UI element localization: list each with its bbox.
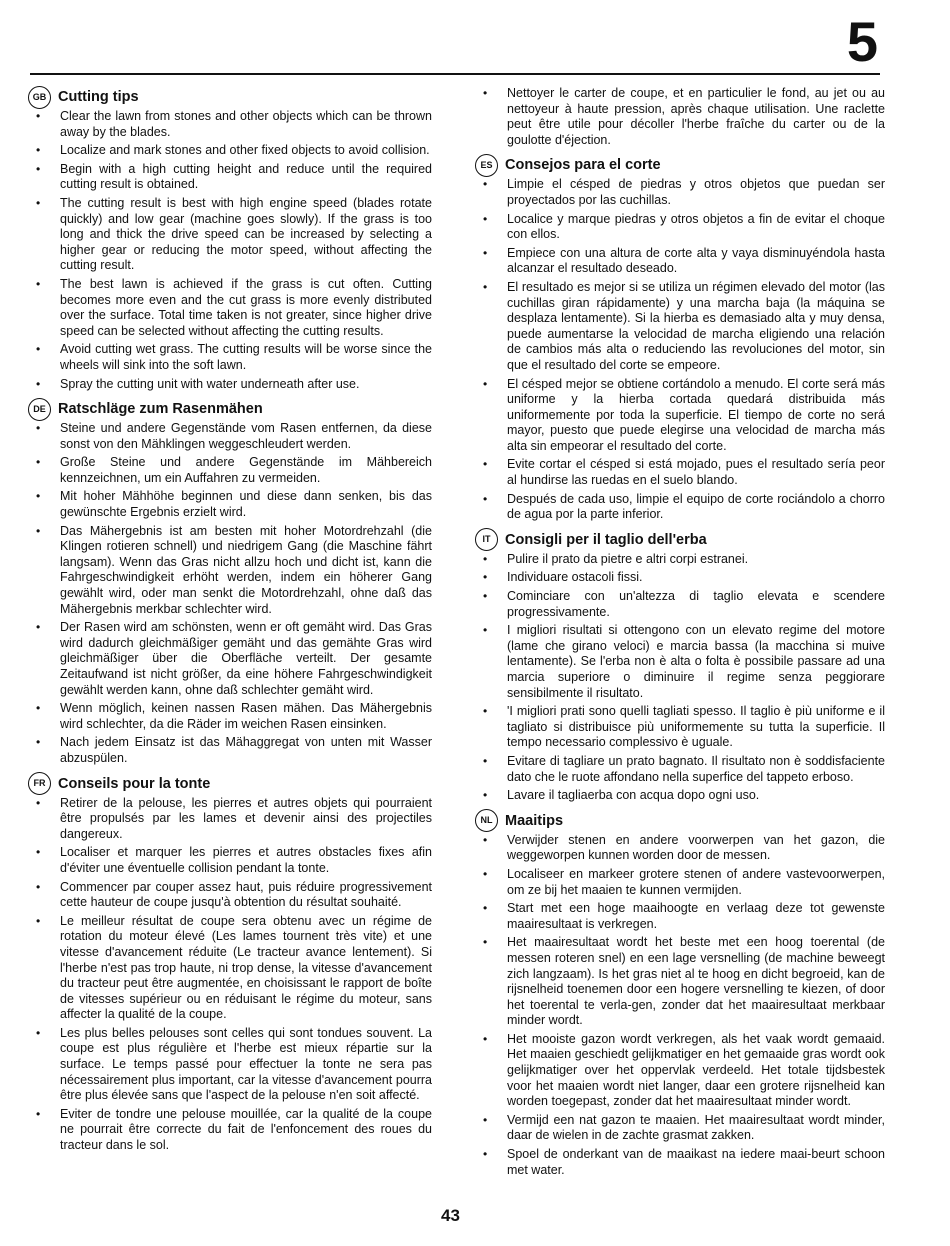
- tip-item: • El césped mejor se obtiene cortándolo a menudo. El corte será más uniforme y la hierba cortada quedará distribuida más uniformemente por toda la superficie. El tiempo de corte no será mayor, puesto que puede elegirse una velocidad de marcha más alta sin empeorar el resultado del corte.: [507, 377, 885, 455]
- tip-item: • Clear the lawn from stones and other objects which can be thrown away by the blades.: [60, 109, 432, 140]
- section-de: [28, 398, 432, 766]
- tip-item: • Cominciare con un'altezza di taglio elevata e scendere progressivamente.: [507, 589, 885, 620]
- tip-item: • Después de cada uso, limpie el equipo de corte rociándolo a chorro de agua por la parte inferior.: [507, 492, 885, 523]
- tip-item: • Wenn möglich, keinen nassen Rasen mähen. Das Mähergebnis wird schlechter, da die Räder im weichen Rasen einsinken.: [60, 701, 432, 732]
- tip-item: • Het maairesultaat wordt het beste met een hoog toerental (de messen roteren snel) en een lage versnelling (de machine beweegt zich langzaam). Is het gras niet al te hoog en dicht begroeid, kan de rijsnelheid toenemen door een hogere versnelling te kiezen, of door het toerental te verla-gen, zonder dat het maairesultaat merkbaar minder wordt.: [507, 935, 885, 1029]
- header-rule: [30, 73, 880, 75]
- tip-item: • I migliori risultati si ottengono con un elevato regime del motore (lame che girano veloci) e marcia bassa (la macchina si muive lentamente). Se l'erba non è alta o folta è possibile passare ad una marcia superiore o diminuire il regime senza peggiorare sensibilmente il risultato.: [507, 623, 885, 701]
- section-title: Maaitips: [505, 812, 564, 829]
- tip-list: [475, 552, 885, 804]
- tip-item: • Evite cortar el césped si está mojado, pues el resultado sería peor al hundirse las ruedas en el suelo blando.: [507, 457, 885, 488]
- tip-list: [475, 833, 885, 1178]
- section-header: [28, 773, 432, 795]
- section-header: [28, 86, 432, 108]
- section-fr: [28, 773, 432, 1154]
- right-column: [475, 86, 885, 1184]
- tip-item: • Les plus belles pelouses sont celles qui sont tondues souvent. La coupe est plus régulière et l'herbe est mieux répartie sur la surface. Le temps passé pour effectuer la tonte ne sera pas nécessairement plus important, car la vitesse d'avancement pourra être plus élevée sans que l'aspect de la pelouse n'en soit affecté.: [60, 1026, 432, 1104]
- section-header: [28, 398, 432, 420]
- tip-item: • Localiser et marquer les pierres et autres obstacles fixes afin d'éviter une éventuelle collision pendant la tonte.: [60, 845, 432, 876]
- tip-list: [28, 796, 432, 1154]
- tip-list: [475, 86, 885, 148]
- tip-item: • Begin with a high cutting height and reduce until the required cutting result is obtained.: [60, 162, 432, 193]
- section-title: Consejos para el corte: [505, 157, 661, 174]
- tip-item: • Limpie el césped de piedras y otros objetos que puedan ser proyectados por las cuchillas.: [507, 177, 885, 208]
- tip-item: • Große Steine und andere Gegenstände im Mähbereich kennzeichnen, um ein Auffahren zu vermeiden.: [60, 455, 432, 486]
- language-badge-icon: IT: [475, 528, 498, 551]
- left-column: [28, 86, 432, 1160]
- tip-list: [28, 109, 432, 392]
- tip-item: • Evitare di tagliare un prato bagnato. Il risultato non è soddisfaciente dato che le ruote affondano nella superfice del tappeto erboso.: [507, 754, 885, 785]
- page-number: 43: [441, 1206, 460, 1225]
- tip-item: • Der Rasen wird am schönsten, wenn er oft gemäht wird. Das Gras wird dadurch gleichmäßiger gemäht und das gemähte Gras wird gleichmäßiger über die Oberfläche verteilt. Der gesamte Zeitaufwand ist nicht größer, da eine höhere Fahrgeschwindigkeit gewählt werden kann, ohne daß schlechter gemäht wird.: [60, 620, 432, 698]
- tip-list: [475, 177, 885, 522]
- section-it: [475, 529, 885, 804]
- tip-item: • The cutting result is best with high engine speed (blades rotate quickly) and low gear (machine goes slowly). If the grass is too long and thick the drive speed can be increased by selecting a higher gear or reducing the motor speed, without affecting the cutting result.: [60, 196, 432, 274]
- tip-item: • Lavare il tagliaerba con acqua dopo ogni uso.: [507, 788, 885, 804]
- tip-item: • Steine und andere Gegenstände vom Rasen entfernen, da diese sonst von den Mähklingen weggeschleudert werden.: [60, 421, 432, 452]
- chapter-number: 5: [846, 10, 878, 73]
- tip-item: • Localiseer en markeer grotere stenen of andere vastevoorwerpen, om ze bij het maaien te kunnen vermijden.: [507, 867, 885, 898]
- tip-item: • Het mooiste gazon wordt verkregen, als het vaak wordt gemaaid. Het maaien geschiedt gelijkmatiger en het gemaaide gras wordt ook gelijkmatiger over het oppervlak verdeeld. Het totale tijdsbestek voor het maaien wordt niet langer, daar een grotere rijsnelheid kan worden toegepast, zonder dat het maairesultaat minder wordt.: [507, 1032, 885, 1110]
- section-es: [475, 154, 885, 522]
- tip-item: • Mit hoher Mähhöhe beginnen und diese dann senken, bis das gewünschte Ergebnis erzielt wird.: [60, 489, 432, 520]
- section-fr-continued: [475, 86, 885, 148]
- tip-item: • Retirer de la pelouse, les pierres et autres objets qui pourraient être propulsés par les lames et devenir ainsi des projectiles dangereux.: [60, 796, 432, 843]
- tip-item: • Nach jedem Einsatz ist das Mähaggregat von unten mit Wasser abzuspülen.: [60, 735, 432, 766]
- tip-item: • The best lawn is achieved if the grass is cut often. Cutting becomes more even and the cut grass is more evenly distributed over the surface. Total time taken is not greater, since higher drive speed can be selected without affecting the cutting results.: [60, 277, 432, 339]
- tip-item: • Spoel de onderkant van de maaikast na iedere maai-beurt schoon met water.: [507, 1147, 885, 1178]
- language-badge-icon: ES: [475, 154, 498, 177]
- language-badge-icon: NL: [475, 809, 498, 832]
- section-title: Cutting tips: [58, 89, 139, 105]
- section-gb: [28, 86, 432, 392]
- section-title: Consigli per il taglio dell'erba: [505, 531, 707, 548]
- tip-item: • Start met een hoge maaihoogte en verlaag deze tot gewenste maairesultaat is verkregen.: [507, 901, 885, 932]
- tip-item: • 'I migliori prati sono quelli tagliati spesso. Il taglio è più uniforme e il tagliato si distribuisce più uniformemente su tutta la superficie. Il tempo necessario complessivo è uguale.: [507, 704, 885, 751]
- language-badge-icon: GB: [28, 86, 51, 109]
- tip-item: • Spray the cutting unit with water underneath after use.: [60, 377, 432, 393]
- section-header: [475, 154, 885, 176]
- language-badge-icon: DE: [28, 398, 51, 421]
- tip-item: • El resultado es mejor si se utiliza un régimen elevado del motor (las cuchillas giran rápidamente) y una marcha baja (la máquina se desplaza lentamente). Si la hierba es demasiado alta y muy densa, puede aumentarse la velocidad de marcha eligiendo una relación de cambios más alta o reduciendo las revoluciones del motor, sin que el resultado del corte se empeore.: [507, 280, 885, 374]
- section-nl: [475, 810, 885, 1178]
- tip-item: • Empiece con una altura de corte alta y vaya disminuyéndola hasta alcanzar el resultado deseado.: [507, 246, 885, 277]
- tip-item: • Eviter de tondre une pelouse mouillée, car la qualité de la coupe ne pourrait être correcte du fait de l'enfoncement des roues du tracteur dans le sol.: [60, 1107, 432, 1154]
- tip-item: • Nettoyer le carter de coupe, et en particulier le fond, au jet ou au nettoyeur à haute pression, après chaque utilisation. Une raclette peut être utile pour décoller l'herbe fraîche du carter ou de la goulotte d'éjection.: [507, 86, 885, 148]
- tip-item: • Das Mähergebnis ist am besten mit hoher Motordrehzahl (die Klingen rotieren schnell) und niedrigem Gang (die Maschine fährt langsam). Wenn das Gras nicht allzu hoch und dicht ist, kann die Fahrgeschwindigkeit erhöht werden, indem ein höherer Gang gewählt wird, oder man senkt die Motordrehzahl, ohne daß das Mähergebnis merkbar schlechter wird.: [60, 524, 432, 618]
- section-header: [475, 529, 885, 551]
- tip-item: • Le meilleur résultat de coupe sera obtenu avec un régime de rotation du moteur élevé (Les lames tournent très vite) et une vitesse d'avancement réduite (Le tracteur avance lentement). Si l'herbe n'est pas trop haute, ni trop dense, la vitesse d'avancement du tracteur peut être augmentée, en choisissant le rapport de boîte de vitesses supérieur ou en réduisant le régime du moteur, sans affecter la qualité de la coupe.: [60, 914, 432, 1023]
- tip-item: • Verwijder stenen en andere voorwerpen van het gazon, die weggeworpen kunnen worden door de messen.: [507, 833, 885, 864]
- tip-item: • Individuare ostacoli fissi.: [507, 570, 885, 586]
- tip-item: • Avoid cutting wet grass. The cutting results will be worse since the wheels will sink into the soft lawn.: [60, 342, 432, 373]
- section-title: Ratschläge zum Rasenmähen: [58, 401, 263, 418]
- tip-item: • Commencer par couper assez haut, puis réduire progressivement cette hauteur de coupe jusqu'à obtention du résultat souhaité.: [60, 880, 432, 911]
- tip-item: • Localize and mark stones and other fixed objects to avoid collision.: [60, 143, 432, 159]
- tip-item: • Pulire il prato da pietre e altri corpi estranei.: [507, 552, 885, 568]
- tip-item: • Vermijd een nat gazon te maaien. Het maairesultaat wordt minder, daar de wielen in de zachte grasmat zakken.: [507, 1113, 885, 1144]
- tip-item: • Localice y marque piedras y otros objetos a fin de evitar el choque con ellos.: [507, 212, 885, 243]
- section-header: [475, 810, 885, 832]
- section-title: Conseils pour la tonte: [58, 775, 211, 792]
- language-badge-icon: FR: [28, 772, 51, 795]
- tip-list: [28, 421, 432, 766]
